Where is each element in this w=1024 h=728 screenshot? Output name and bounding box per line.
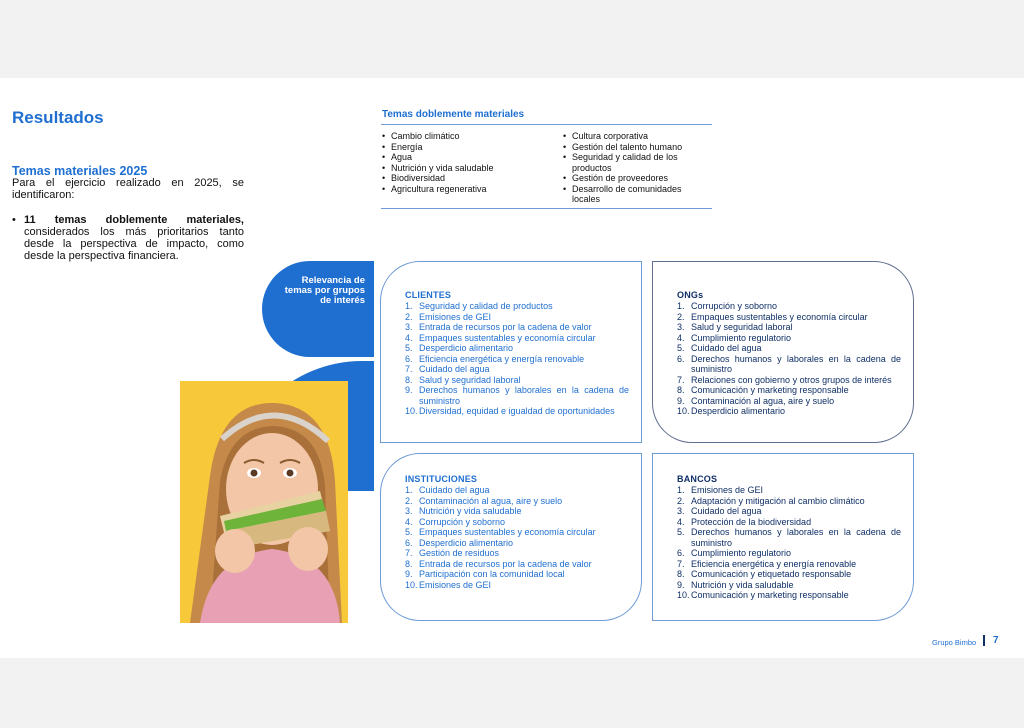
topic-text: Cumplimiento regulatorio (691, 332, 792, 343)
topic-item (677, 527, 901, 548)
topic-item (677, 506, 901, 517)
double-material-item: • Gestión de proveedores (563, 173, 703, 184)
report-page (0, 78, 1024, 658)
topic-text: Adaptación y mitigación al cambio climático (691, 495, 865, 506)
double-material-list-right (563, 131, 703, 205)
topic-number: 3. (677, 506, 685, 516)
topic-number: 3. (405, 322, 413, 332)
topic-number: 1. (405, 301, 413, 311)
topic-item (677, 406, 901, 417)
topic-text: Empaques sustentables y economía circular (419, 527, 596, 537)
topic-number: 3. (677, 322, 685, 332)
topic-number: 10. (677, 590, 690, 600)
card-heading: CLIENTES (405, 290, 452, 300)
topic-text: Eficiencia energética y energía renovable (691, 558, 857, 569)
topic-item (677, 375, 901, 386)
topic-number: 2. (677, 495, 685, 506)
topic-text: Derechos humanos y laborales en la cadena de suministro (419, 385, 629, 406)
topic-number: 5. (405, 527, 413, 537)
child-eating-sandwich-photo (180, 381, 348, 623)
topic-number: 4. (677, 332, 685, 343)
topic-item (677, 485, 901, 496)
topic-text: Emisiones de GEI (419, 311, 492, 322)
double-material-title: Temas doblemente materiales (382, 109, 525, 120)
section-subtitle: Temas materiales 2025 (12, 164, 148, 178)
topic-text: Comunicación y etiquetado responsable (691, 569, 852, 579)
topic-number: 8. (677, 385, 685, 395)
topic-item (677, 343, 901, 354)
topic-text: Comunicación y marketing responsable (691, 590, 849, 600)
topic-item (677, 312, 901, 323)
topic-item (677, 333, 901, 344)
double-material-list-left (382, 131, 552, 194)
topic-number: 5. (677, 527, 685, 537)
topic-text: Cumplimiento regulatorio (691, 548, 792, 558)
topic-item (405, 580, 629, 591)
topic-item (405, 496, 629, 507)
topic-text: Relaciones con gobierno y otros grupos de interés (691, 374, 892, 385)
bullet-dot: • (12, 214, 16, 226)
topic-number: 2. (677, 311, 685, 322)
topic-number: 7. (405, 364, 413, 374)
topic-text: Desperdicio alimentario (419, 537, 514, 548)
topic-list (405, 301, 629, 417)
double-material-item: • Cambio climático (382, 131, 552, 142)
topic-number: 1. (677, 301, 685, 311)
divider (381, 124, 712, 125)
topic-item (405, 301, 629, 312)
topic-text: Contaminación al agua, aire y suelo (691, 395, 835, 406)
topic-text: Comunicación y marketing responsable (691, 385, 849, 395)
double-material-item: • Desarrollo de comunidades locales (563, 184, 703, 205)
topic-item (405, 517, 629, 528)
topic-number: 4. (677, 516, 685, 527)
topic-number: 5. (405, 343, 413, 353)
topic-text: Emisiones de GEI (691, 485, 764, 495)
topic-text: Derechos humanos y laborales en la cadena de suministro (691, 353, 901, 374)
topic-text: Nutrición y vida saludable (691, 579, 794, 590)
topic-number: 6. (405, 353, 413, 364)
topic-text: Derechos humanos y laborales en la cadena de suministro (691, 527, 901, 548)
topic-text: Empaques sustentables y economía circular (419, 332, 596, 343)
topic-text: Emisiones de GEI (419, 579, 492, 590)
topic-number: 8. (405, 558, 413, 569)
footer-brand: Grupo Bimbo (932, 638, 977, 647)
topic-text: Salud y seguridad laboral (691, 322, 793, 332)
divider (381, 208, 712, 209)
double-material-item: • Biodiversidad (382, 173, 552, 184)
topic-text: Desperdicio alimentario (419, 343, 514, 353)
topic-item (405, 354, 629, 365)
card-heading: ONGs (677, 290, 704, 300)
topic-number: 5. (677, 343, 685, 353)
topic-item (677, 385, 901, 396)
topic-text: Corrupción y soborno (691, 301, 778, 311)
topic-number: 4. (405, 516, 413, 527)
topic-number: 4. (405, 332, 413, 343)
topic-number: 8. (405, 374, 413, 385)
topic-text: Eficiencia energética y energía renovable (419, 353, 585, 364)
topic-item (405, 538, 629, 549)
topic-item (677, 569, 901, 580)
topic-text: Cuidado del agua (691, 506, 762, 516)
topic-number: 1. (677, 485, 685, 495)
topic-list (677, 301, 901, 417)
topic-item (677, 322, 901, 333)
card-instituciones (380, 453, 642, 621)
topic-text: Salud y seguridad laboral (419, 374, 521, 385)
topic-text: Diversidad, equidad e igualdad de oportunidades (419, 406, 615, 416)
topic-number: 6. (677, 548, 685, 558)
topic-text: Protección de la biodiversidad (691, 516, 812, 527)
summary-bullet-bold: 11 temas doblemente materiales, (24, 214, 244, 226)
topic-item (677, 580, 901, 591)
page-number: 7 (993, 635, 999, 646)
relevance-label: Relevancia de temas por grupos de interés (284, 275, 365, 306)
card-heading: INSTITUCIONES (405, 474, 478, 484)
topic-item (677, 354, 901, 375)
card-heading: BANCOS (677, 474, 718, 484)
topic-text: Corrupción y soborno (419, 516, 506, 527)
topic-item (405, 506, 629, 517)
double-material-item: • Agua (382, 152, 552, 163)
topic-number: 7. (405, 548, 413, 558)
topic-number: 7. (677, 558, 685, 569)
card-ongs (652, 261, 914, 443)
topic-number: 9. (405, 569, 413, 579)
topic-item (677, 396, 901, 407)
topic-number: 8. (677, 569, 685, 579)
summary-bullet-rest: considerados los más prioritarios tanto desde la perspectiva de impacto, como desde la perspectiva financiera. (24, 226, 244, 262)
topic-item (405, 527, 629, 538)
topic-item (677, 548, 901, 559)
topic-item (405, 312, 629, 323)
topic-number: 9. (405, 385, 413, 395)
topic-item (405, 385, 629, 406)
topic-item (405, 375, 629, 386)
intro-text: Para el ejercicio realizado en 2025, se identificaron: (12, 177, 244, 201)
topic-number: 9. (677, 579, 685, 590)
topic-item (677, 559, 901, 570)
topic-number: 6. (405, 537, 413, 548)
topic-item (677, 301, 901, 312)
topic-item (405, 559, 629, 570)
topic-text: Desperdicio alimentario (691, 406, 786, 416)
topic-text: Seguridad y calidad de productos (419, 301, 553, 311)
topic-item (677, 517, 901, 528)
topic-number: 3. (405, 506, 413, 516)
topic-text: Nutrición y vida saludable (419, 506, 522, 516)
topic-text: Participación con la comunidad local (419, 569, 565, 579)
topic-list (405, 485, 629, 590)
summary-bullet (12, 214, 244, 262)
double-material-item: • Seguridad y calidad de los productos (563, 152, 703, 173)
topic-item (405, 485, 629, 496)
topic-text: Cuidado del agua (419, 364, 490, 374)
card-bancos (652, 453, 914, 621)
topic-item (405, 548, 629, 559)
footer-divider (983, 635, 985, 646)
topic-number: 1. (405, 485, 413, 495)
page-title: Resultados (12, 108, 104, 127)
topic-number: 10. (405, 579, 418, 590)
topic-text: Cuidado del agua (691, 343, 762, 353)
topic-number: 6. (677, 353, 685, 364)
topic-number: 10. (677, 406, 690, 416)
double-material-item: • Energía (382, 142, 552, 153)
double-material-item: • Gestión del talento humano (563, 142, 703, 153)
topic-text: Cuidado del agua (419, 485, 490, 495)
double-material-item: • Agricultura regenerativa (382, 184, 552, 195)
topic-list (677, 485, 901, 601)
card-clientes (380, 261, 642, 443)
topic-item (405, 333, 629, 344)
topic-item (405, 406, 629, 417)
topic-number: 2. (405, 311, 413, 322)
double-material-item: • Cultura corporativa (563, 131, 703, 142)
topic-number: 9. (677, 395, 685, 406)
topic-item (677, 496, 901, 507)
topic-item (677, 590, 901, 601)
topic-text: Empaques sustentables y economía circular (691, 311, 868, 322)
topic-text: Entrada de recursos por la cadena de valor (419, 322, 592, 332)
topic-number: 7. (677, 374, 685, 385)
topic-item (405, 322, 629, 333)
topic-item (405, 364, 629, 375)
topic-number: 2. (405, 495, 413, 506)
topic-item (405, 569, 629, 580)
topic-text: Gestión de residuos (419, 548, 500, 558)
topic-text: Entrada de recursos por la cadena de valor (419, 558, 592, 569)
double-material-item: • Nutrición y vida saludable (382, 163, 552, 174)
topic-item (405, 343, 629, 354)
topic-number: 10. (405, 406, 418, 416)
topic-text: Contaminación al agua, aire y suelo (419, 495, 563, 506)
